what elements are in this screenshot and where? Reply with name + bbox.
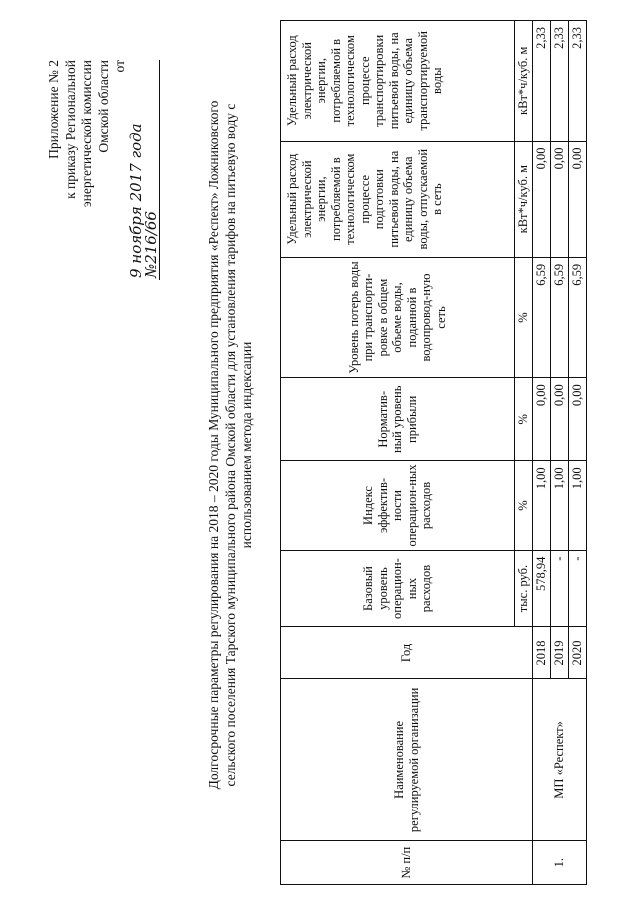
cell-water-loss: 6,59 bbox=[533, 257, 551, 377]
cell-efficiency-index: 1,00 bbox=[551, 461, 569, 550]
header-energy-preparation: Удельный расход электрической энергии, потребляемой в технологическом процессе подготовки питьевой воды, на единицу объема воды, отпускаемой в сеть bbox=[281, 141, 515, 257]
header-water-loss: Уровень потерь воды при транспорти-ровке в общем объеме воды, поданной в водопровод-ную сеть bbox=[281, 257, 515, 377]
cell-energy-transport: 2,33 bbox=[533, 21, 551, 142]
unit-normative-profit: % bbox=[515, 378, 533, 461]
unit-energy-preparation: кВт*ч/куб. м bbox=[515, 141, 533, 257]
title-line-2: сельского поселения Тарского муниципального района Омской области для установления тарифов на питьевую воду с bbox=[222, 103, 238, 787]
parameters-table bbox=[280, 20, 587, 885]
appendix-region: Омской области bbox=[95, 60, 111, 153]
table-row bbox=[533, 21, 551, 885]
appendix-date-line bbox=[112, 60, 160, 280]
appendix-from-label: от bbox=[112, 60, 127, 73]
cell-efficiency-index: 1,00 bbox=[533, 461, 551, 550]
unit-energy-transport: кВт*ч/куб. м bbox=[515, 21, 533, 142]
cell-energy-transport: 2,33 bbox=[551, 21, 569, 142]
cell-organization: МП «Респект» bbox=[533, 679, 587, 841]
appendix-commission: энергетической комиссии bbox=[79, 60, 94, 208]
header-efficiency-index: Индекс эффектив-ности операцион-ных расходов bbox=[281, 461, 515, 550]
title-line-1: Долгосрочные параметры регулирования на 2018 – 2020 годы Муниципального предприятия «Респект» Ложниковского bbox=[206, 100, 221, 790]
cell-year: 2018 bbox=[533, 627, 551, 679]
cell-energy-preparation: 0,00 bbox=[551, 141, 569, 257]
cell-normative-profit: 0,00 bbox=[551, 378, 569, 461]
cell-year: 2020 bbox=[569, 627, 587, 679]
unit-efficiency-index: % bbox=[515, 461, 533, 550]
unit-water-loss: % bbox=[515, 257, 533, 377]
cell-base-opex: - bbox=[551, 550, 569, 627]
cell-energy-transport: 2,33 bbox=[569, 21, 587, 142]
cell-water-loss: 6,59 bbox=[569, 257, 587, 377]
cell-base-opex: 578,94 bbox=[533, 550, 551, 627]
cell-normative-profit: 0,00 bbox=[533, 378, 551, 461]
header-number: № п/п bbox=[281, 841, 533, 885]
header-base-opex: Базовый уровень операцион-ных расходов bbox=[281, 550, 515, 627]
cell-water-loss: 6,59 bbox=[551, 257, 569, 377]
handwritten-date-number: 9 ноября 2017 года №216/66 bbox=[129, 60, 160, 280]
table-header-row bbox=[281, 21, 515, 885]
appendix-title: Приложение № 2 bbox=[46, 60, 61, 159]
appendix-order-ref: к приказу Региональной bbox=[62, 60, 78, 199]
header-organization: Наименование регулируемой организации bbox=[281, 679, 533, 841]
header-year: Год bbox=[281, 627, 533, 679]
unit-base-opex: тыс. руб. bbox=[515, 550, 533, 627]
cell-efficiency-index: 1,00 bbox=[569, 461, 587, 550]
document-title bbox=[206, 55, 256, 835]
header-normative-profit: Норматив-ный уровень прибыли bbox=[281, 378, 515, 461]
title-line-3: использованием метода индексации bbox=[239, 341, 254, 549]
header-energy-transport: Удельный расход электрической энергии, потребляемой в технологическом процессе транспортировки питьевой воды, на единицу объема транспортируемой воды bbox=[281, 21, 515, 142]
cell-normative-profit: 0,00 bbox=[569, 378, 587, 461]
cell-year: 2019 bbox=[551, 627, 569, 679]
cell-energy-preparation: 0,00 bbox=[569, 141, 587, 257]
cell-number: 1. bbox=[533, 841, 587, 885]
cell-energy-preparation: 0,00 bbox=[533, 141, 551, 257]
cell-base-opex: - bbox=[569, 550, 587, 627]
appendix-block bbox=[46, 60, 160, 280]
